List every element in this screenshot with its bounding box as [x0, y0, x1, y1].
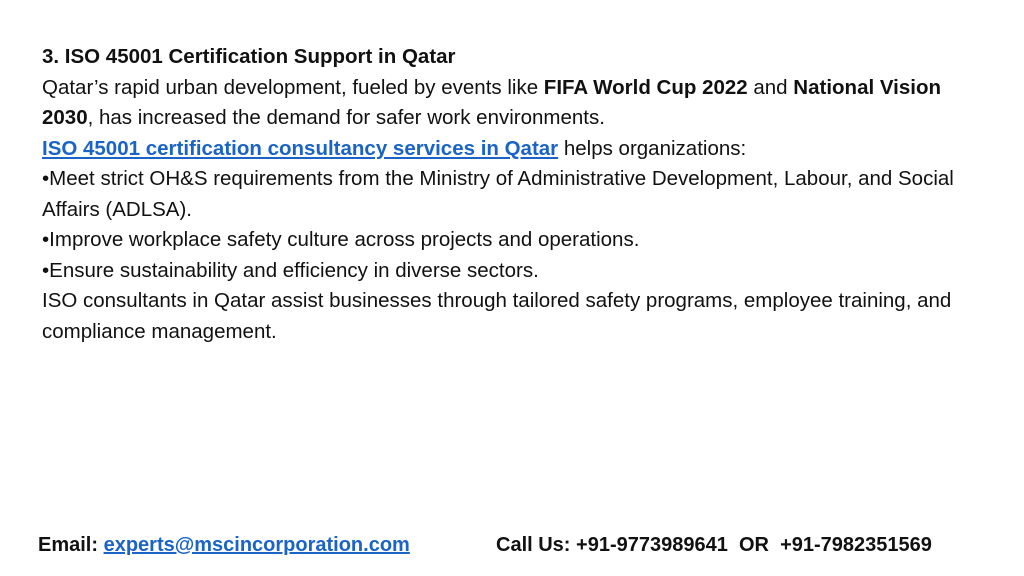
call-label: Call Us: — [496, 534, 577, 556]
phone-number-1: +91-9773989641 — [576, 534, 728, 556]
intro-bold-vision: National Vision 2030 — [42, 75, 942, 129]
footer — [0, 528, 1024, 562]
intro-text-2: and — [747, 75, 794, 99]
footer-email — [38, 528, 410, 562]
bullet-item: •Meet strict OH&S requirements from the Ministry of Administrative Development, Labour, and Social Affairs (ADLSA). — [42, 167, 954, 221]
content-block — [42, 42, 992, 347]
phone-number-2: +91-7982351569 — [780, 534, 932, 556]
email-link[interactable]: experts@mscincorporation.com — [103, 534, 410, 556]
consultancy-link[interactable]: ISO 45001 certification consultancy services in Qatar — [42, 136, 559, 160]
email-label: Email: — [38, 534, 104, 556]
bullet-item: •Ensure sustainability and efficiency in diverse sectors. — [42, 258, 539, 282]
phone-separator: OR — [727, 534, 781, 556]
closing-paragraph: ISO consultants in Qatar assist businesses through tailored safety programs, employee training, and compliance management. — [42, 289, 952, 343]
footer-call — [496, 528, 932, 562]
intro-paragraph — [42, 73, 992, 134]
link-suffix: helps organizations: — [558, 136, 747, 160]
link-paragraph — [42, 134, 992, 165]
intro-text-1: Qatar’s rapid urban development, fueled by events like — [42, 75, 544, 99]
bullet-item: •Improve workplace safety culture across projects and operations. — [42, 228, 640, 251]
section-heading: 3. ISO 45001 Certification Support in Qatar — [42, 45, 456, 68]
intro-bold-fifa: FIFA World Cup 2022 — [543, 75, 748, 99]
intro-text-3: , has increased the demand for safer work environments. — [87, 106, 605, 129]
